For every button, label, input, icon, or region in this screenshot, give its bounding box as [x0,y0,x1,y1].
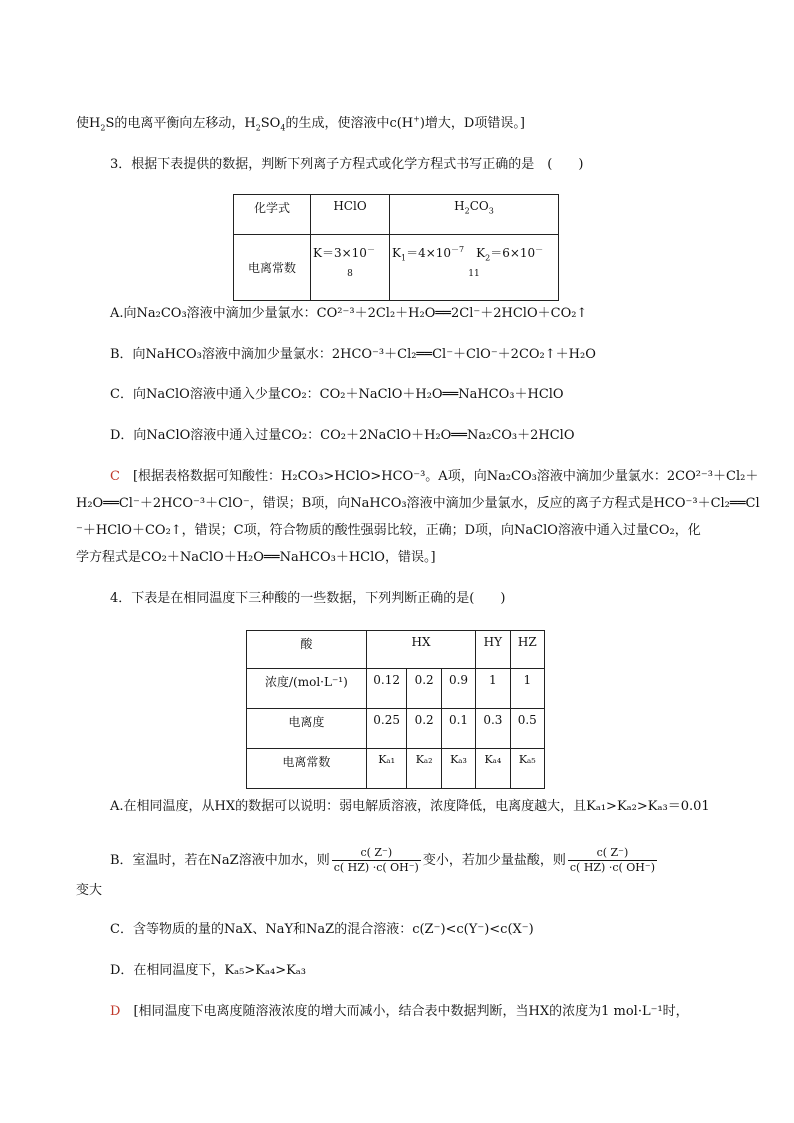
q4-cell: 0.9 [441,669,475,709]
q3-explanation-line3: ⁻＋HClO＋CO₂↑，错误；C项，符合物质的酸性强弱比较，正确；D项，向NaClO溶液中通入过量CO₂，化 [76,523,701,538]
q4-cell: 0.2 [407,669,441,709]
q3-table [233,194,559,301]
q4-option-b: B．室温时，若在NaZ溶液中加水，则 $\frac{c( Z^-)}{c( HZ) \cdot c( OH^-)}$ 变小，若加少量盐酸，则 $\frac{c( Z^-)}{c( HZ) \cdot c( OH^-)}$ [110,846,656,874]
fraction-1: $\frac{c( Z^-)}{c( HZ) \cdot c( OH^-)}$ [333,846,419,874]
q4-cell: 0.12 [366,669,407,709]
q4-answer: D [110,1004,121,1019]
q4-row3-label: 电离常数 [247,749,367,789]
q4-cell: Kₐ₂ [407,749,441,789]
q3-k-h2co3: $K_1=4\times 10^{-7}$ $K_2=6\times 10^-$ 11 [390,235,559,301]
q4-option-b-continued: 变大 [76,883,103,898]
q4-row2-label: 电离度 [247,709,367,749]
intro-line: 使$H_2S$的电离平衡向左移动，$H_2SO_4$的生成，使溶液中c(H+)增大，D项错误。] [76,114,525,133]
fraction-2: $\frac{c( Z^-)}{c( HZ) \cdot c( OH^-)}$ [569,846,656,874]
q3-explanation-line1: C [根据表格数据可知酸性：H₂CO₃>HClO>HCO⁻³。A项，向Na₂CO₃溶液中滴加少量氯水：2CO²⁻³＋Cl₂＋ [110,469,759,484]
q3-row-label: 电离常数 [234,235,311,301]
q4-cell: 1 [476,669,510,709]
q4-explanation-line1: D [相同温度下电离度随溶液浓度的增大而减小，结合表中数据判断，当HX的浓度为1 mol·L⁻¹时， [110,1004,689,1019]
q4-cell: Kₐ₄ [476,749,510,789]
q4-header-hy: HY [476,631,510,669]
q3-header-hclo: HClO [311,195,390,235]
q4-cell: 0.25 [366,709,407,749]
q3-option-c: C．向NaClO溶液中通入少量CO₂：CO₂＋NaClO＋H₂O══NaHCO₃＋HClO [110,387,564,402]
q3-header-h2co3: $H_2CO_3$ [390,195,559,235]
q3-explanation-line4: 学方程式是CO₂＋NaClO＋H₂O══NaHCO₃＋HClO，错误。] [76,550,436,565]
q4-cell: 0.3 [476,709,510,749]
q3-explanation-line2: H₂O══Cl⁻＋2HCO⁻³＋ClO⁻，错误；B项，向NaHCO₃溶液中滴加少量氯水，反应的离子方程式是HCO⁻³＋Cl₂══Cl [76,496,760,511]
q4-cell: Kₐ₃ [441,749,475,789]
q4-row1-label: 浓度/(mol·L⁻¹) [247,669,367,709]
q4-option-a: A.在相同温度，从HX的数据可以说明：弱电解质溶液，浓度降低，电离度越大，且Kₐ₁>Kₐ₂>Kₐ₃＝0.01 [110,799,710,814]
q4-option-c: C．含等物质的量的NaX、NaY和NaZ的混合溶液：c(Z⁻)<c(Y⁻)<c(X⁻) [110,922,534,937]
q4-cell: Kₐ₅ [510,749,544,789]
q4-stem: 4．下表是在相同温度下三种酸的一些数据，下列判断正确的是( ) [110,591,506,606]
q4-header-hz: HZ [510,631,544,669]
q4-cell: Kₐ₁ [366,749,407,789]
q4-header-acid: 酸 [247,631,367,669]
q4-cell: 0.1 [441,709,475,749]
q3-option-a: A.向Na₂CO₃溶液中滴加少量氯水：CO²⁻³＋2Cl₂＋H₂O══2Cl⁻＋2HClO＋CO₂↑ [110,306,588,321]
q3-option-b: B．向NaHCO₃溶液中滴加少量氯水：2HCO⁻³＋Cl₂══Cl⁻＋ClO⁻＋2CO₂↑＋H₂O [110,347,596,362]
q3-option-d: D．向NaClO溶液中通入过量CO₂：CO₂＋2NaClO＋H₂O══Na₂CO₃＋2HClO [110,428,575,443]
q3-answer: C [110,469,120,484]
q4-option-d: D．在相同温度下，Kₐ₅>Kₐ₄>Kₐ₃ [110,963,307,978]
q4-cell: 1 [510,669,544,709]
q3-stem: 3．根据下表提供的数据，判断下列离子方程式或化学方程式书写正确的是 ( ) [110,157,584,172]
q4-cell: 0.2 [407,709,441,749]
q4-table [246,630,545,789]
q3-header-formula: 化学式 [234,195,311,235]
q4-header-hx: HX [366,631,475,669]
q3-k-hclo: K＝3×10－ 8 [311,235,390,301]
q4-cell: 0.5 [510,709,544,749]
